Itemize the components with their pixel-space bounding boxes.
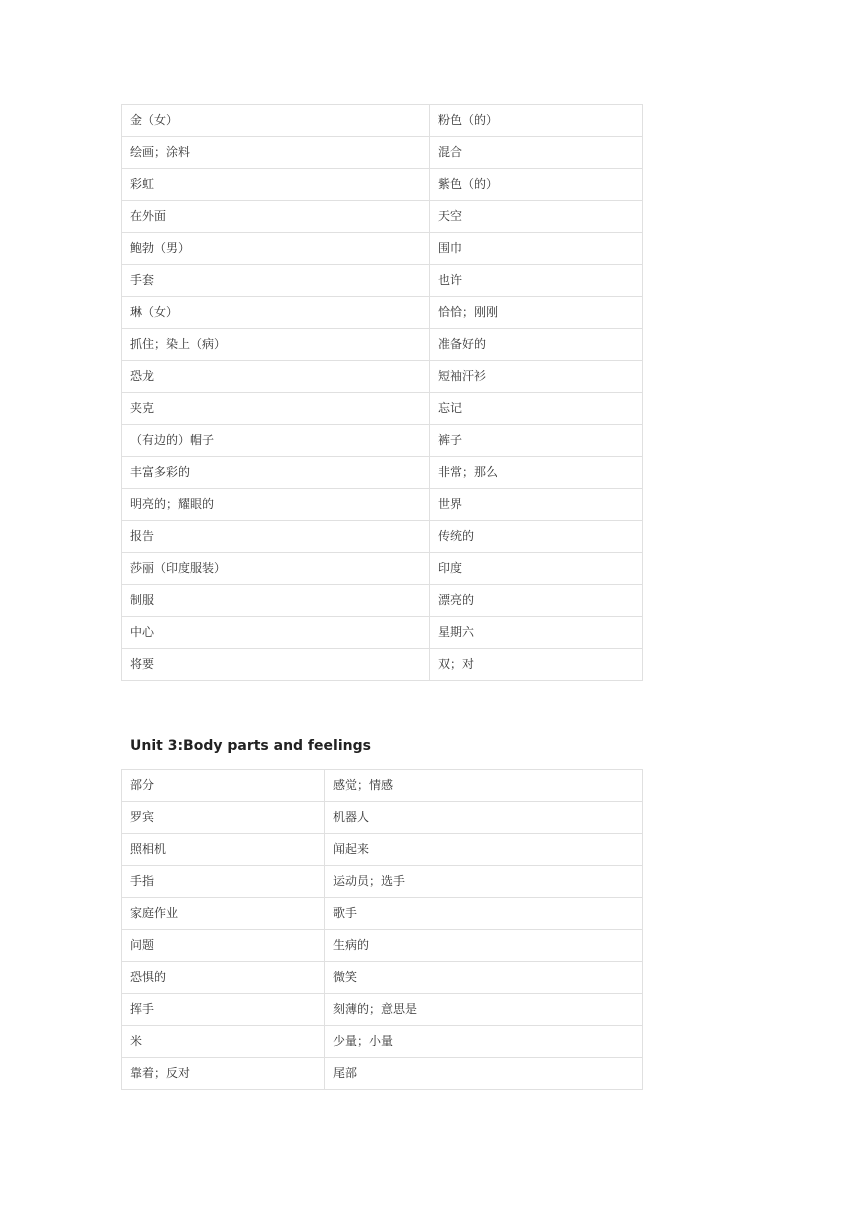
- table-cell: 挥手: [122, 994, 325, 1026]
- table-cell: 非常；那么: [430, 457, 643, 489]
- table-cell: 照相机: [122, 834, 325, 866]
- table-cell: 明亮的；耀眼的: [122, 489, 430, 521]
- table-row: [122, 898, 643, 930]
- table-row: [122, 361, 643, 393]
- table-cell: 天空: [430, 201, 643, 233]
- table-cell: 裤子: [430, 425, 643, 457]
- table-row: [122, 930, 643, 962]
- table-cell: 微笑: [325, 962, 643, 994]
- table-cell: 鲍勃（男）: [122, 233, 430, 265]
- table-cell: 机器人: [325, 802, 643, 834]
- table-cell: 歌手: [325, 898, 643, 930]
- table-row: [122, 425, 643, 457]
- table-cell: （有边的）帽子: [122, 425, 430, 457]
- table-cell: 恐惧的: [122, 962, 325, 994]
- table-row: [122, 866, 643, 898]
- table-cell: 制服: [122, 585, 430, 617]
- section-heading-unit-3: Unit 3:Body parts and feelings: [130, 738, 371, 754]
- table-cell: 部分: [122, 770, 325, 802]
- table-cell: 忘记: [430, 393, 643, 425]
- table-cell: 报告: [122, 521, 430, 553]
- table-cell: 双；对: [430, 649, 643, 681]
- table-row: [122, 329, 643, 361]
- table-cell: 恰恰；刚刚: [430, 297, 643, 329]
- table-row: [122, 553, 643, 585]
- table-cell: 家庭作业: [122, 898, 325, 930]
- table-cell: 丰富多彩的: [122, 457, 430, 489]
- table-row: [122, 105, 643, 137]
- table-row: [122, 233, 643, 265]
- table-cell: 星期六: [430, 617, 643, 649]
- table-cell: 问题: [122, 930, 325, 962]
- table-cell: 生病的: [325, 930, 643, 962]
- table-cell: 围巾: [430, 233, 643, 265]
- table-row: [122, 521, 643, 553]
- table-cell: 绘画；涂料: [122, 137, 430, 169]
- table-cell: 恐龙: [122, 361, 430, 393]
- table-row: [122, 994, 643, 1026]
- table-cell: 世界: [430, 489, 643, 521]
- table-cell: 中心: [122, 617, 430, 649]
- table-row: [122, 393, 643, 425]
- table-row: [122, 770, 643, 802]
- table-cell: 罗宾: [122, 802, 325, 834]
- table-cell: 在外面: [122, 201, 430, 233]
- table-cell: 短袖汗衫: [430, 361, 643, 393]
- table-cell: 金（女）: [122, 105, 430, 137]
- table-cell: 准备好的: [430, 329, 643, 361]
- table-cell: 传统的: [430, 521, 643, 553]
- table-cell: 少量；小量: [325, 1026, 643, 1058]
- table-cell: 紫色（的）: [430, 169, 643, 201]
- table-row: [122, 457, 643, 489]
- table-row: [122, 201, 643, 233]
- table-cell: 手指: [122, 866, 325, 898]
- table-cell: 琳（女）: [122, 297, 430, 329]
- table-cell: 粉色（的）: [430, 105, 643, 137]
- table-cell: 尾部: [325, 1058, 643, 1090]
- table-cell: 莎丽（印度服装）: [122, 553, 430, 585]
- table-row: [122, 962, 643, 994]
- table-cell: 运动员；选手: [325, 866, 643, 898]
- table-cell: 感觉；情感: [325, 770, 643, 802]
- table-cell: 混合: [430, 137, 643, 169]
- table-cell: 刻薄的；意思是: [325, 994, 643, 1026]
- table-row: [122, 649, 643, 681]
- table-row: [122, 1026, 643, 1058]
- table-cell: 闻起来: [325, 834, 643, 866]
- table-row: [122, 265, 643, 297]
- vocabulary-table-2-body: [122, 770, 643, 1090]
- vocabulary-table-1-body: [122, 105, 643, 681]
- table-cell: 夹克: [122, 393, 430, 425]
- table-cell: 米: [122, 1026, 325, 1058]
- table-cell: 抓住；染上（病）: [122, 329, 430, 361]
- table-row: [122, 489, 643, 521]
- table-row: [122, 137, 643, 169]
- table-row: [122, 617, 643, 649]
- table-row: [122, 1058, 643, 1090]
- table-row: [122, 169, 643, 201]
- table-row: [122, 834, 643, 866]
- table-cell: 手套: [122, 265, 430, 297]
- table-cell: 漂亮的: [430, 585, 643, 617]
- table-cell: 印度: [430, 553, 643, 585]
- table-cell: 靠着；反对: [122, 1058, 325, 1090]
- table-row: [122, 297, 643, 329]
- vocabulary-table-2: [121, 769, 643, 1090]
- vocabulary-table-1: [121, 104, 643, 681]
- table-cell: 也许: [430, 265, 643, 297]
- table-cell: 彩虹: [122, 169, 430, 201]
- table-row: [122, 585, 643, 617]
- table-cell: 将要: [122, 649, 430, 681]
- table-row: [122, 802, 643, 834]
